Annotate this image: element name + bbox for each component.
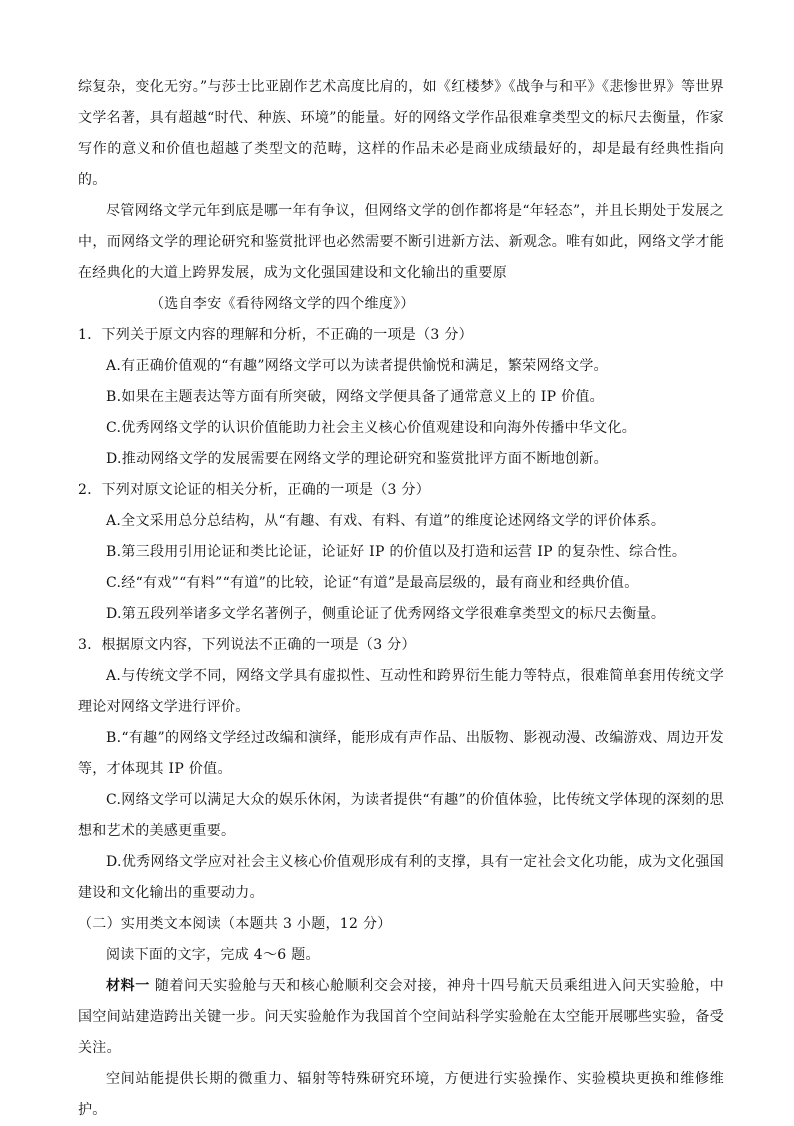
option-b: B.“有趣”的网络文学经过改编和演绎，能形成有声作品、出版物、影视动漫、改编游戏、周边开发等，才体现其 IP 价值。	[78, 730, 724, 777]
material-paragraph-1	[78, 971, 724, 1064]
option-b: B.第三段用引用论证和类比论证，论证好 IP 的价值以及打造和运营 IP 的复杂性、综合性。	[106, 544, 687, 560]
option-c: C.经“有戏”“有料”“有道”的比较，论证“有道”是最高层级的，最有商业和经典价值。	[106, 575, 639, 591]
option-d: D.第五段列举诸多文学名著例子，侧重论证了优秀网络文学很难拿类型文的标尺去衡量。	[106, 606, 666, 622]
essay-source: （选自李安《看待网络文学的四个维度》）	[150, 296, 415, 312]
section-heading: （二）实用类文本阅读（本题共 3 小题，12 分）	[78, 916, 392, 932]
section-instruction: 阅读下面的文字，完成 4～6 题。	[106, 947, 320, 963]
option-c: C.优秀网络文学的认识价值能助力社会主义核心价值观建设和向海外传播中华文化。	[106, 420, 637, 436]
option-a: A.全文采用总分总结构，从“有趣、有戏、有料、有道”的维度论述网络文学的评价体系。	[106, 513, 666, 529]
question-2	[78, 475, 724, 630]
option-d: D.推动网络文学的发展需要在网络文学的理论研究和鉴赏批评方面不断地创新。	[106, 451, 608, 467]
exam-page	[78, 72, 724, 1126]
option-c: C.网络文学可以满足大众的娱乐休闲，为读者提供“有趣”的价值体验，比传统文学体现的深刻的思想和艺术的美感更重要。	[78, 792, 724, 839]
option-d: D.优秀网络文学应对社会主义核心价值观形成有利的支撑，具有一定社会文化功能，成为文化强国建设和文化输出的重要动力。	[78, 854, 724, 901]
question-1	[78, 320, 724, 475]
question-3	[78, 630, 724, 909]
option-a: A.有正确价值观的“有趣”网络文学可以为读者提供愉悦和满足，繁荣网络文学。	[106, 358, 608, 374]
question-stem: 1．下列关于原文内容的理解和分析，不正确的一项是（3 分）	[78, 327, 473, 343]
material-label: 材料一	[106, 978, 150, 994]
option-b: B.如果在主题表达等方面有所突破，网络文学便具备了通常意义上的 IP 价值。	[106, 389, 604, 405]
material-text: 随着问天实验舱与天和核心舱顺利交会对接，神舟十四号航天员乘组进入问天实验舱，中国空间站建造跨出关键一步。问天实验舱作为我国首个空间站科学实验舱在太空能开展哪些实验，备受关注。	[78, 978, 724, 1056]
material-paragraph-2: 空间站能提供长期的微重力、辐射等特殊研究环境，方便进行实验操作、实验模块更换和维修维护。	[78, 1071, 724, 1118]
essay-paragraph-1-continued: 综复杂，变化无穷。”与莎士比亚剧作艺术高度比肩的，如《红楼梦》《战争与和平》《悲惨世界》等世界文学名著，具有超越“时代、种族、环境”的能量。好的网络文学作品很难拿类型文的标尺去衡量，作家写作的意义和价值也超越了类型文的范畴，这样的作品未必是商业成绩最好的，却是最有经典性指向的。	[78, 79, 724, 188]
question-stem: 2．下列对原文论证的相关分析，正确的一项是（3 分）	[78, 482, 431, 498]
option-a: A.与传统文学不同，网络文学具有虚拟性、互动性和跨界衍生能力等特点，很难简单套用传统文学理论对网络文学进行评价。	[78, 668, 724, 715]
essay-paragraph-2: 尽管网络文学元年到底是哪一年有争议，但网络文学的创作都将是“年轻态”，并且长期处于发展之中，而网络文学的理论研究和鉴赏批评也必然需要不断引进新方法、新观念。唯有如此，网络文学才能在经典化的大道上跨界发展，成为文化强国建设和文化输出的重要原	[78, 203, 724, 281]
question-stem: 3．根据原文内容，下列说法不正确的一项是（3 分）	[78, 637, 416, 653]
